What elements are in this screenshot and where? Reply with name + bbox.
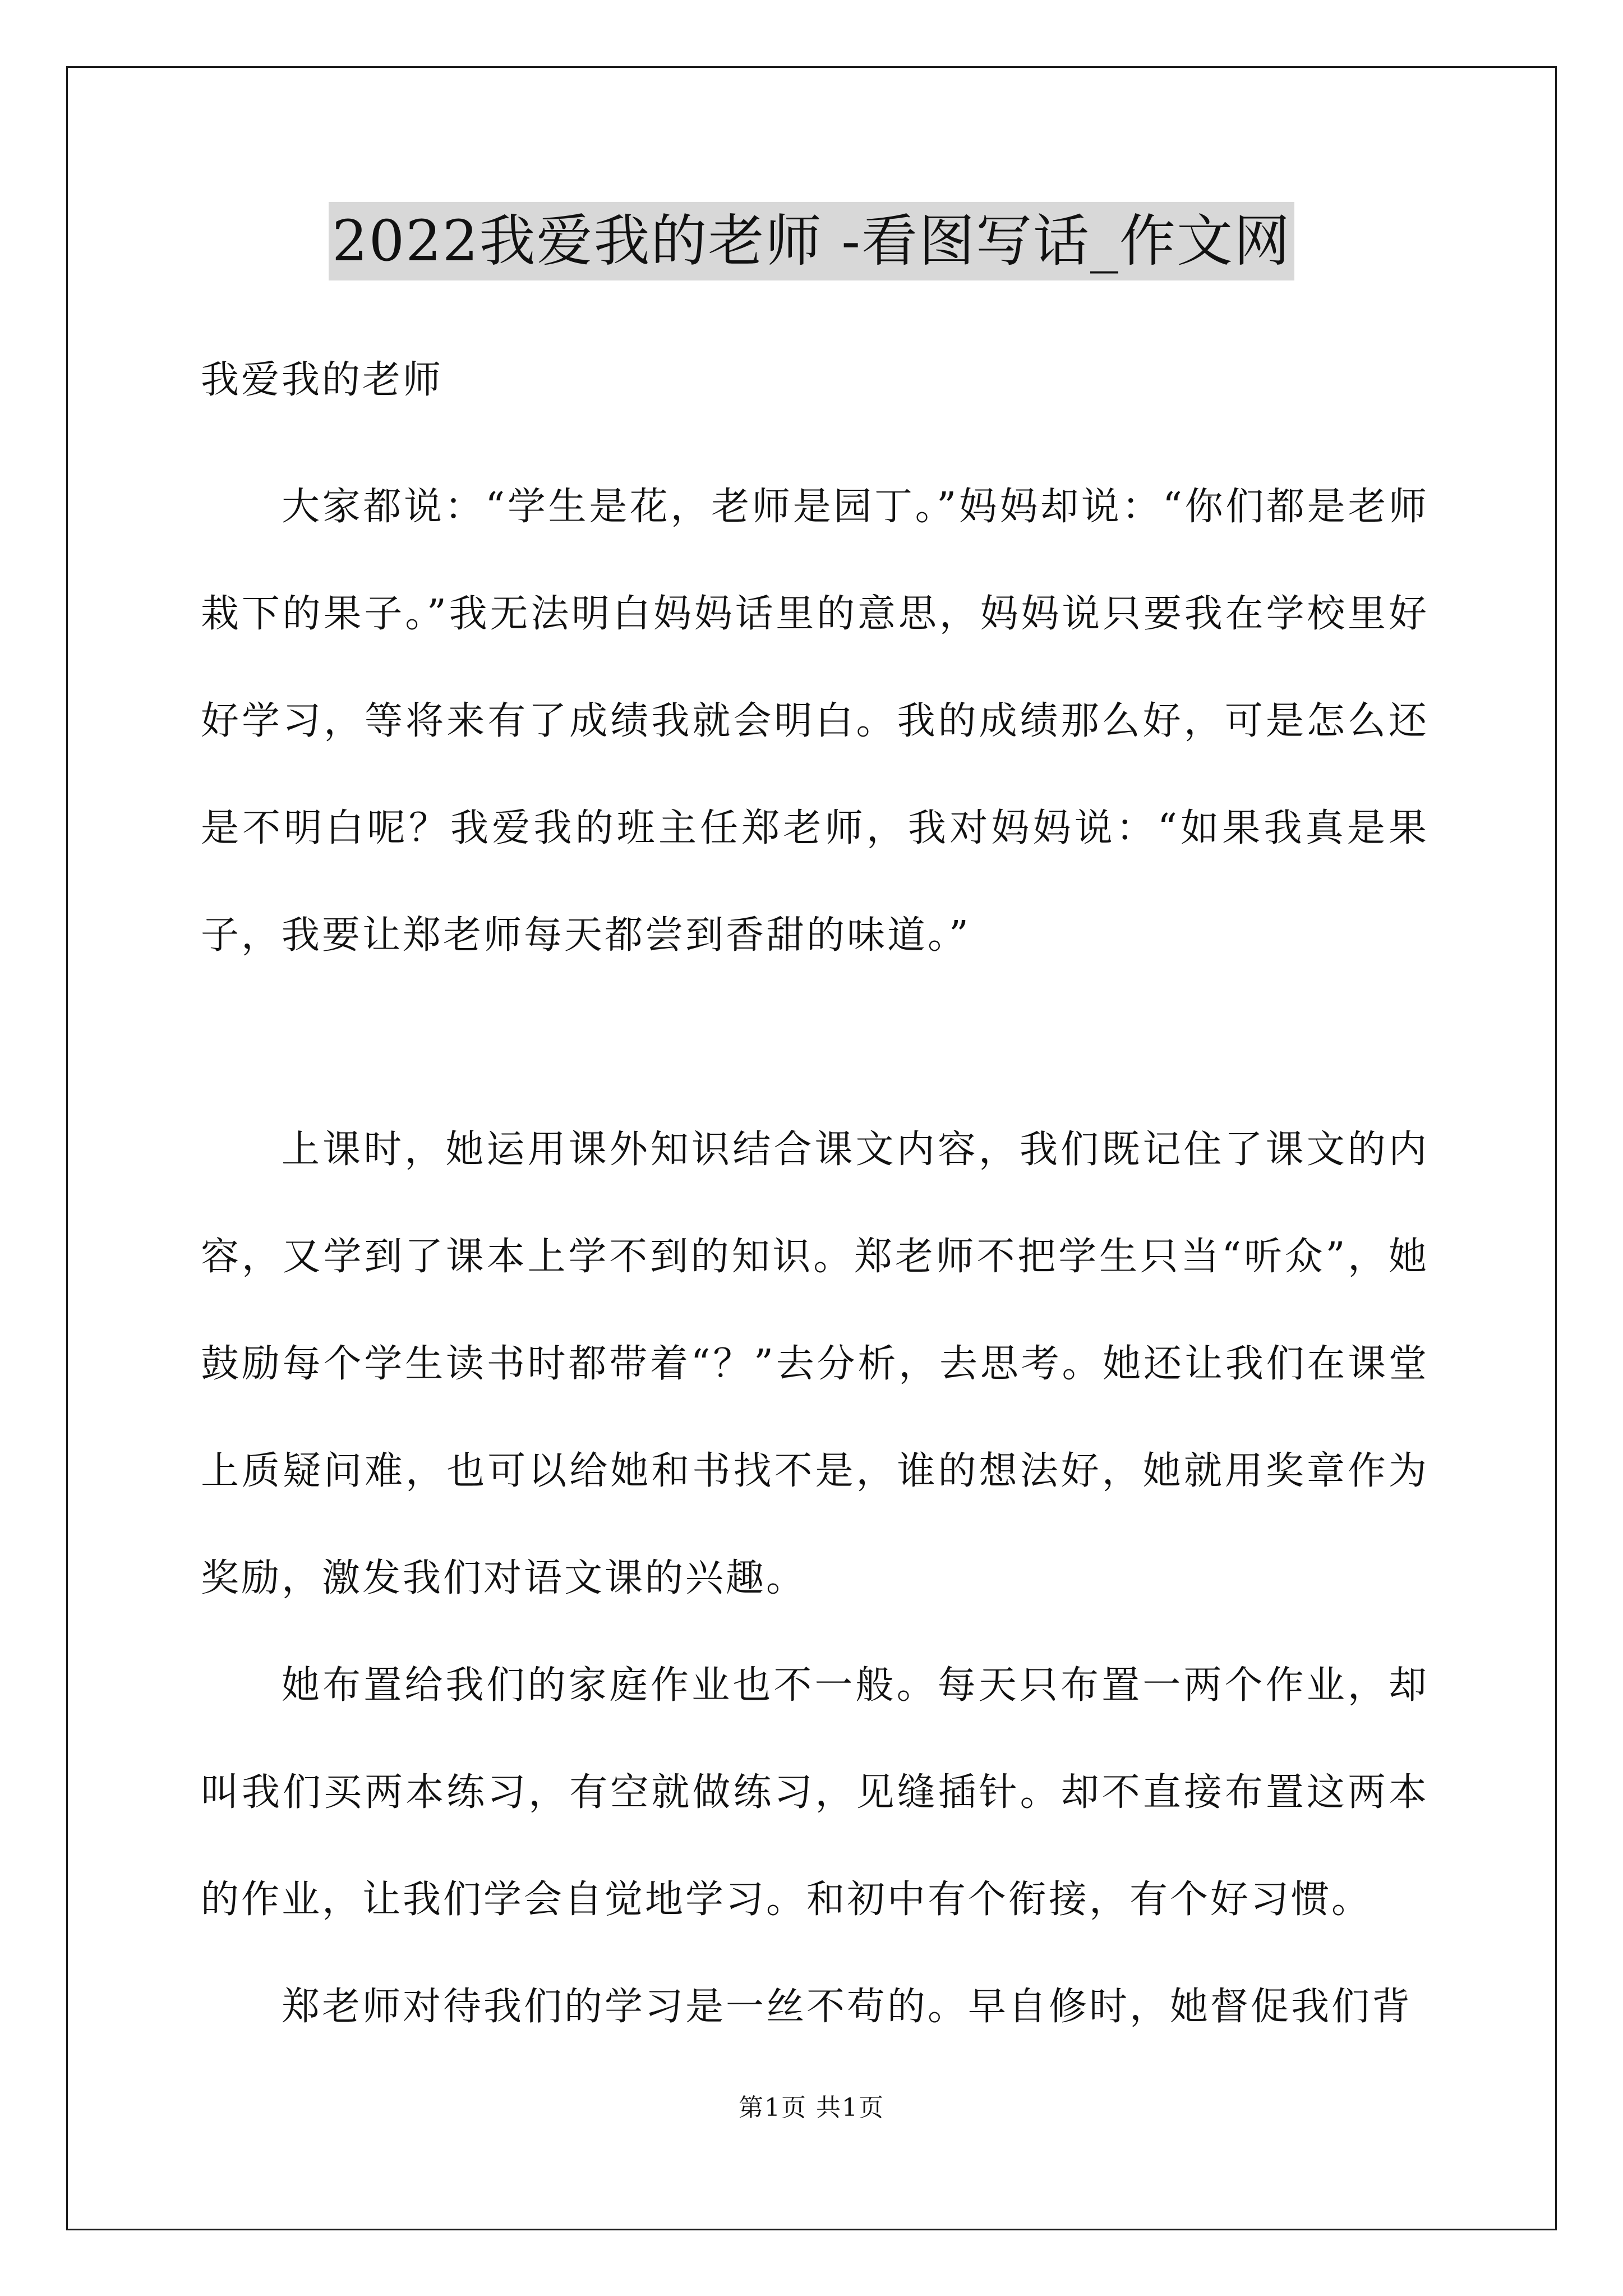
title-container [0, 202, 1623, 280]
paragraph-3: 她布置给我们的家庭作业也不一般。每天只布置一两个作业，却叫我们买两本练习，有空就做练习，见缝插针。却不直接布置这两本的作业，让我们学会自觉地学习。和初中有个衔接，有个好习惯。 [201, 1663, 1429, 1922]
paragraph-spacer [201, 989, 1429, 1096]
document-body [201, 347, 1429, 2060]
paragraph-1: 大家都说：“学生是花，老师是园丁。”妈妈却说：“你们都是老师栽下的果子。”我无法明白妈妈话里的意思，妈妈说只要我在学校里好好学习，等将来有了成绩我就会明白。我的成绩那么好，可是怎么还是不明白呢？我爱我的班主任郑老师，我对妈妈说：“如果我真是果子，我要让郑老师每天都尝到香甜的味道。” [201, 485, 1429, 958]
document-title: 2022我爱我的老师 -看图写话_作文网 [329, 202, 1294, 280]
paragraph-4: 郑老师对待我们的学习是一丝不苟的。早自修时，她督促我们背 [282, 1985, 1413, 2029]
page-number-footer: 第1页 共1页 [739, 2093, 884, 2122]
paragraph-2: 上课时，她运用课外知识结合课文内容，我们既记住了课文的内容，又学到了课本上学不到的知识。郑老师不把学生只当“听众”，她鼓励每个学生读书时都带着“？”去分析，去思考。她还让我们在课堂上质疑问难，也可以给她和书找不是，谁的想法好，她就用奖章作为奖励，激发我们对语文课的兴趣。 [201, 1128, 1429, 1600]
essay-heading: 我爱我的老师 [201, 358, 444, 402]
